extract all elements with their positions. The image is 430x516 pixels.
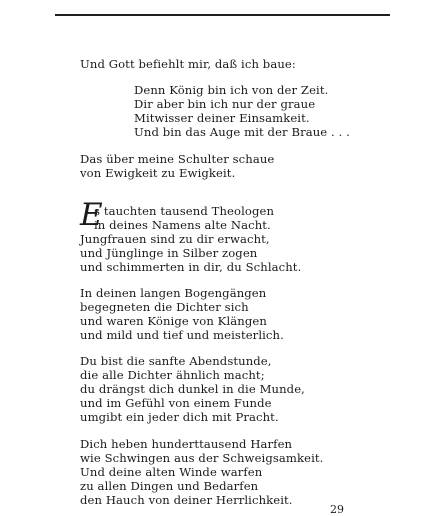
verse-line: begegneten die Dichter sich bbox=[80, 300, 249, 314]
verse-line: und schimmerten in dir, du Schlacht. bbox=[80, 260, 302, 274]
verse-line: und im Gefühl von einem Funde bbox=[80, 396, 272, 410]
verse-line: du drängst dich dunkel in die Munde, bbox=[80, 382, 305, 396]
verse-line: s tauchten tausend Theologen bbox=[94, 204, 275, 218]
verse-line: In deinen langen Bogengängen bbox=[80, 286, 267, 300]
verse-line: Dir aber bin ich nur der graue bbox=[134, 97, 316, 111]
verse-line: und waren Könige von Klängen bbox=[80, 314, 267, 328]
verse-line: Dich heben hunderttausend Harfen bbox=[80, 437, 293, 451]
verse-line: in deines Namens alte Nacht. bbox=[94, 218, 271, 232]
verse-line: von Ewigkeit zu Ewigkeit. bbox=[80, 166, 236, 180]
verse-line: Und bin das Auge mit der Braue . . . bbox=[134, 125, 350, 139]
verse-line: Du bist die sanfte Abendstunde, bbox=[80, 354, 272, 368]
verse-line: Das über meine Schulter schaue bbox=[80, 152, 275, 166]
drop-cap: E bbox=[80, 197, 103, 233]
verse-line: Mitwisser deiner Einsamkeit. bbox=[134, 111, 310, 125]
verse-line: umgibt ein jeder dich mit Pracht. bbox=[80, 410, 279, 424]
verse-line: Und deine alten Winde warfen bbox=[80, 465, 263, 479]
verse-line: zu allen Dingen und Bedarfen bbox=[80, 479, 259, 493]
top-rule bbox=[55, 14, 390, 16]
verse-line: und Jünglinge in Silber zogen bbox=[80, 246, 258, 260]
verse-line: die alle Dichter ähnlich macht; bbox=[80, 368, 265, 382]
verse-line: Jungfrauen sind zu dir erwacht, bbox=[80, 232, 270, 246]
intro-line: Und Gott befiehlt mir, daß ich baue: bbox=[80, 57, 296, 71]
verse-line: Denn König bin ich von der Zeit. bbox=[134, 83, 329, 97]
page-number: 29 bbox=[330, 503, 344, 516]
verse-line: und mild und tief und meisterlich. bbox=[80, 328, 284, 342]
verse-line: den Hauch von deiner Herrlichkeit. bbox=[80, 493, 293, 507]
verse-line: wie Schwingen aus der Schweigsamkeit. bbox=[80, 451, 324, 465]
